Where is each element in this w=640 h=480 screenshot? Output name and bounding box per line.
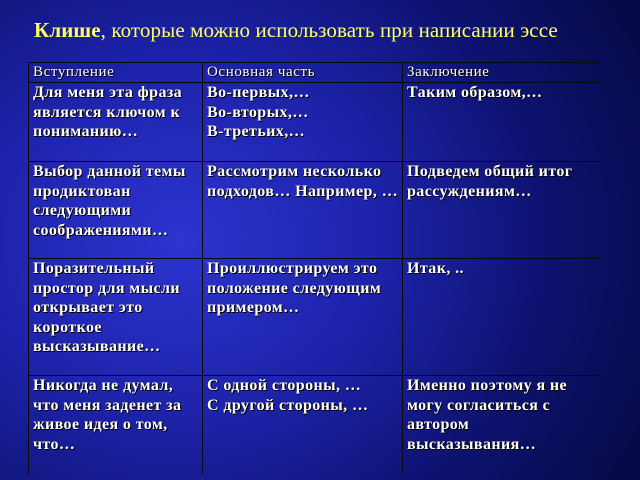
title-keyword: Клише [34,18,101,42]
intro-cell: Выбор данной темы продиктован следующими соображениями… [29,162,203,259]
main-cell: Проиллюстрируем это положение следующим примером… [203,259,403,376]
table-row [29,83,601,162]
intro-cell: Никогда не думал, что меня заденет за живое идея о том, что… [29,376,203,475]
cliche-table [28,62,600,474]
header-introduction: Вступление [29,63,203,83]
main-cell: С одной стороны, … С другой стороны, … [203,376,403,475]
main-cell: Рассмотрим несколько подходов… Например, … [203,162,403,259]
header-conclusion: Заключение [403,63,601,83]
table-header-row [29,63,601,83]
slide-title [34,18,558,43]
table-row [29,376,601,475]
table-row [29,162,601,259]
intro-cell: Для меня эта фраза является ключом к пониманию… [29,83,203,162]
conclusion-cell: Подведем общий итог рассуждениям… [403,162,601,259]
title-rest: , которые можно использовать при написании эссе [100,18,558,42]
conclusion-cell: Итак, .. [403,259,601,376]
main-cell: Во-первых,… Во-вторых,… В-третьих,… [203,83,403,162]
table-row [29,259,601,376]
conclusion-cell: Именно поэтому я не могу согласиться с автором высказывания… [403,376,601,475]
cliche-table-frame [28,62,600,474]
intro-cell: Поразительный простор для мысли открывает это короткое высказывание… [29,259,203,376]
header-main-part: Основная часть [203,63,403,83]
conclusion-cell: Таким образом,… [403,83,601,162]
